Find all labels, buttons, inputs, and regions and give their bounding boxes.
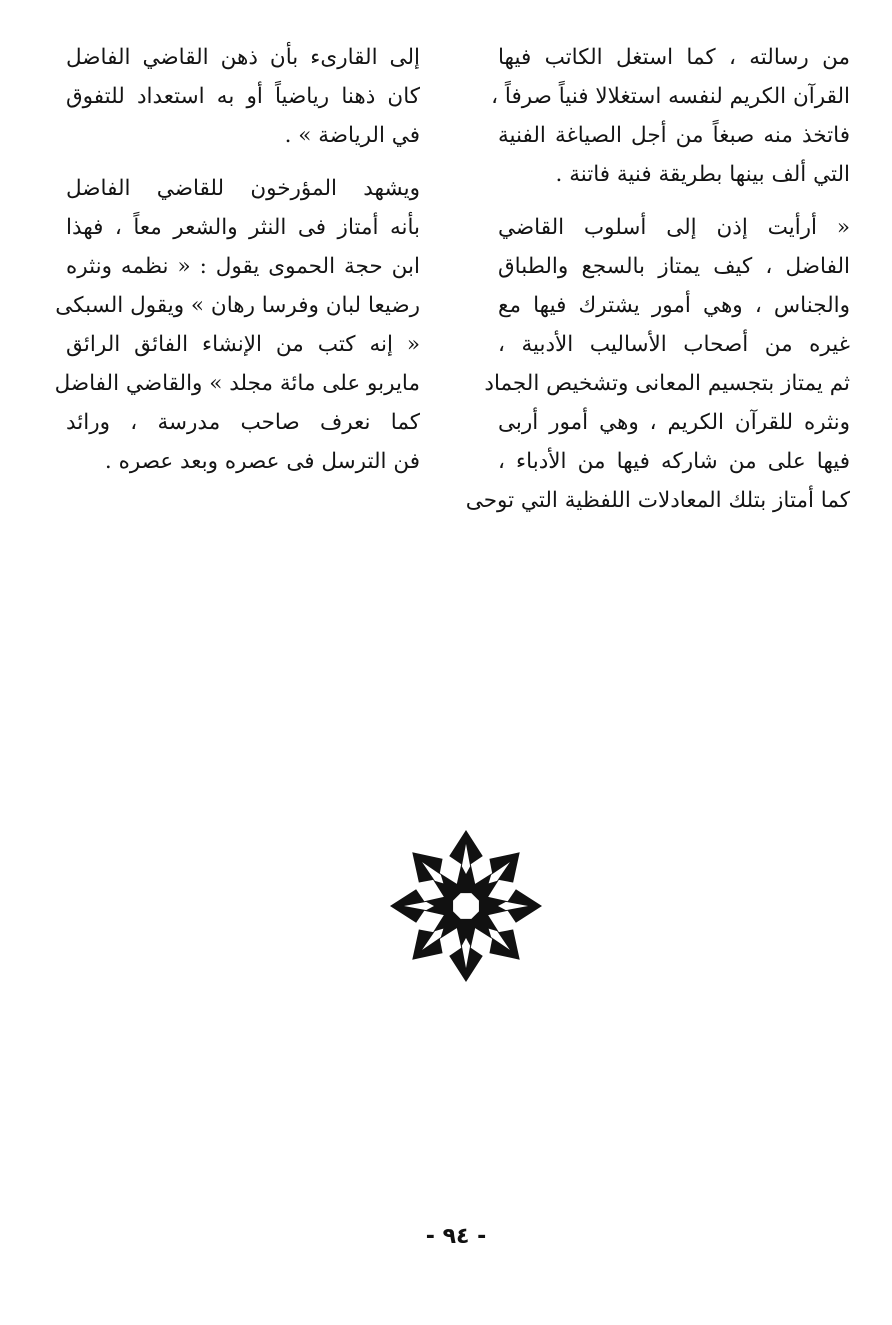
text-line: كان ذهنا رياضياً أو به استعداد للتفوق — [66, 84, 420, 109]
text-line: كما نعرف صاحب مدرسة ، ورائد — [66, 410, 420, 435]
text-line: ويشهد المؤرخون للقاضي الفاضل — [66, 176, 420, 201]
text-line: فيها على من شاركه فيها من الأدباء ، — [498, 449, 850, 474]
paragraph — [465, 208, 850, 520]
text-line: ونثره للقرآن الكريم ، وهي أمور أربى — [498, 410, 850, 435]
text-line: بأنه أمتاز فى النثر والشعر معاً ، فهذا — [66, 215, 420, 240]
text-line: رضيعا لبان وفرسا رهان » ويقول السبكى — [55, 293, 420, 318]
text-line: القرآن الكريم لنفسه استغلالا فنياً صرفاً ، — [491, 84, 850, 109]
paragraph — [54, 169, 420, 481]
text-line: كما أمتاز بتلك المعادلات اللفظية التي توحى — [465, 488, 850, 513]
text-line: ثم يمتاز بتجسيم المعانى وتشخيص الجماد — [484, 371, 850, 396]
text-line: مايربو على مائة مجلد » والقاضي الفاضل — [54, 371, 420, 396]
right-text-column — [465, 38, 850, 520]
paragraph — [491, 38, 850, 194]
text-line: فاتخذ منه صبغاً من أجل الصياغة الفنية — [498, 123, 850, 148]
text-line: في الرياضة » . — [284, 123, 420, 148]
left-text-column — [54, 38, 420, 481]
text-line: غيره من أصحاب الأساليب الأدبية ، — [498, 332, 850, 357]
page-number: - ٩٤ - — [425, 1224, 487, 1249]
text-line: « إنه كتب من الإنشاء الفائق الرائق — [66, 332, 420, 357]
eight-point-star-ornament-icon — [390, 830, 542, 982]
text-line: التي ألف بينها بطريقة فنية فاتنة . — [555, 162, 850, 187]
text-line: « أرأيت إذن إلى أسلوب القاضي — [498, 215, 850, 240]
text-line: إلى القارىء بأن ذهن القاضي الفاضل — [66, 45, 420, 70]
ornament-center — [453, 893, 479, 919]
text-line: فن الترسل فى عصره وبعد عصره . — [104, 449, 420, 474]
text-line: والجناس ، وهي أمور يشترك فيها مع — [498, 293, 850, 318]
text-line: الفاضل ، كيف يمتاز بالسجع والطباق — [498, 254, 850, 279]
text-line: من رسالته ، كما استغل الكاتب فيها — [498, 45, 850, 70]
paragraph — [66, 38, 420, 155]
text-line: ابن حجة الحموى يقول : « نظمه ونثره — [66, 254, 420, 279]
